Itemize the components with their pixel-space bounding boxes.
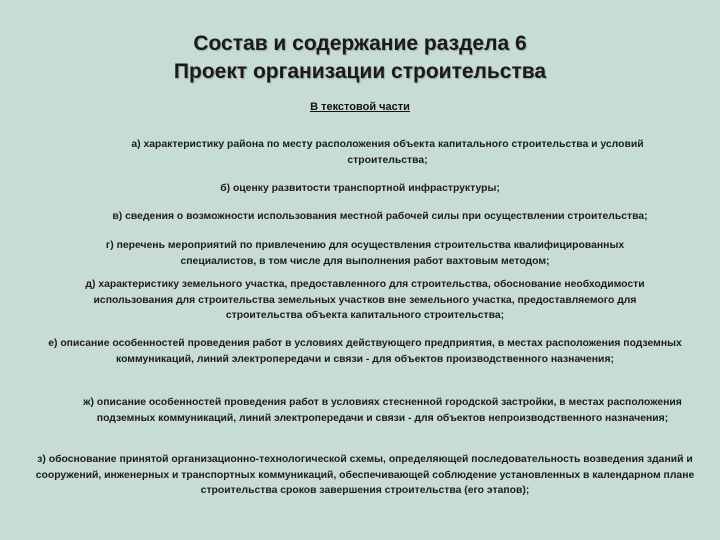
title-line-2: Проект организации строительства xyxy=(173,60,547,83)
section-subtitle: В текстовой части xyxy=(310,101,410,113)
paragraph-b: б) оценку развитости транспортной инфраструктуры; xyxy=(220,183,500,194)
slide-title xyxy=(0,30,720,86)
paragraph-d: д) характеристику земельного участка, предоставленного для строительства, обоснование необходимости использования для строительства земельных участков вне земельного участка, предоставляемого для строительства объекта капитального строительства; xyxy=(85,279,645,321)
paragraph-z: з) обоснование принятой организационно-технологической схемы, определяющей последовательность возведения зданий и сооружений, инженерных и транспортных коммуникаций, обеспечивающей соблюдение установленных в календарном плане строительства сроков завершения строительства (его этапов); xyxy=(35,454,695,496)
paragraph-g: г) перечень мероприятий по привлечению для осуществления строительства квалифицированных специалистов, в том числе для выполнения работ вахтовым методом; xyxy=(105,240,625,267)
paragraph-v: в) сведения о возможности использования местной рабочей силы при осуществлении строительства; xyxy=(112,211,648,222)
paragraph-a: а) характеристику района по месту расположения объекта капитального строительства и условий строительства; xyxy=(131,139,644,166)
paragraph-e: е) описание особенностей проведения работ в условиях действующего предприятия, в местах расположения подземных коммуникаций, линий электропередачи и связи - для объектов производственного назначения; xyxy=(48,338,682,365)
paragraph-zh: ж) описание особенностей проведения работ в условиях стесненной городской застройки, в местах расположения подземных коммуникаций, линий электропередачи и связи - для объектов непроизводственного назначения; xyxy=(83,397,682,424)
title-line-1: Состав и содержание раздела 6 xyxy=(193,32,527,55)
